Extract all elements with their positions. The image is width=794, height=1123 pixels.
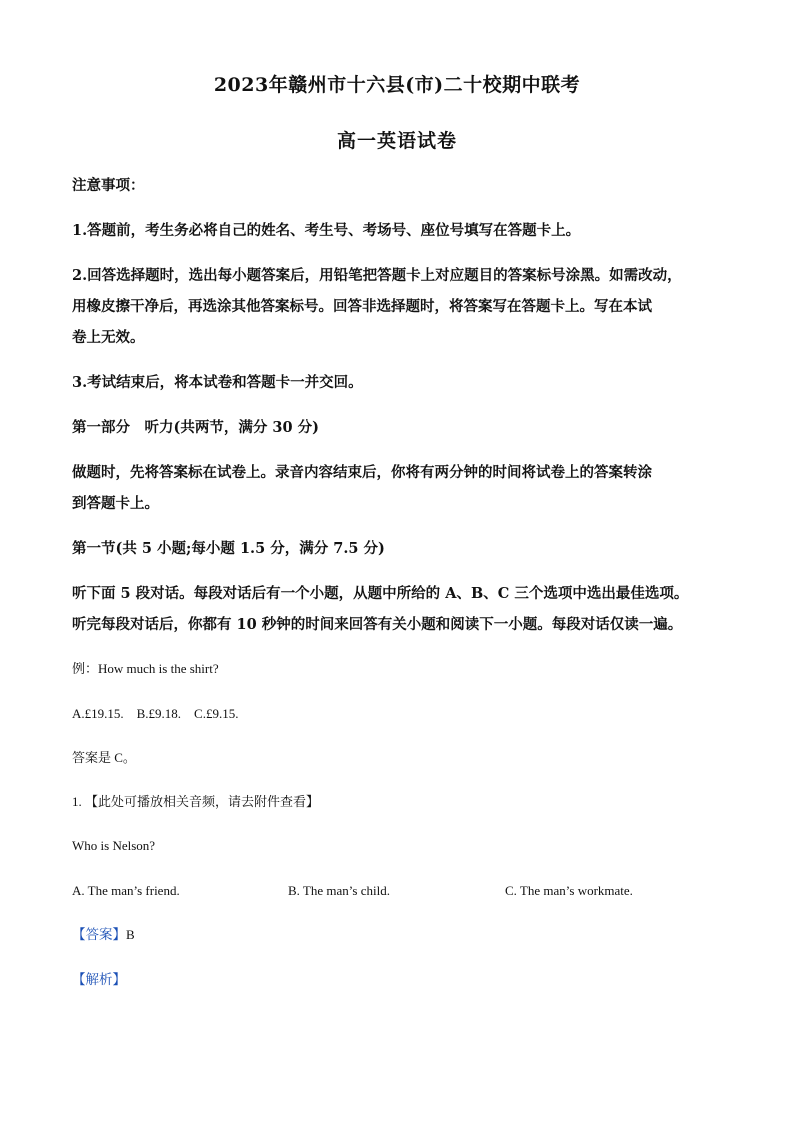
section1-heading: 第一节(共 5 小题;每小题 1.5 分，满分 7.5 分)	[72, 540, 385, 557]
analysis-label: 【解析】	[72, 972, 126, 988]
example-options: A.£19.15. B.£9.18. C.£9.15.	[72, 706, 239, 721]
notice-item-2-line-1: 2.回答选择题时，选出每小题答案后，用铅笔把答题卡上对应题目的答案标号涂黑。如需改动，	[72, 267, 682, 284]
part1-instruction-line-2: 到答题卡上。	[72, 495, 159, 512]
question-1-option-c: C. The man’s workmate.	[505, 883, 633, 898]
part1-instruction-line-1: 做题时，先将答案标在试卷上。录音内容结束后，你将有两分钟的时间将试卷上的答案转涂	[72, 464, 652, 481]
exam-subtitle: 高一英语试卷	[336, 130, 457, 152]
part1-heading: 第一部分 听力(共两节，满分 30 分)	[72, 419, 319, 436]
answer-row	[72, 920, 728, 950]
question-1-audio: 1. 【此处可播放相关音频，请去附件查看】	[72, 794, 320, 809]
answer-value: B	[126, 927, 135, 942]
notice-item-3: 3.考试结束后，将本试卷和答题卡一并交回。	[72, 374, 363, 391]
exam-title: 2023年赣州市十六县(市)二十校期中联考	[213, 74, 581, 96]
question-1-option-a: A. The man’s friend.	[72, 883, 180, 898]
analysis-row	[72, 965, 728, 995]
notice-item-1: 1.答题前，考生务必将自己的姓名、考生号、考场号、座位号填写在答题卡上。	[72, 222, 581, 239]
example-prompt: 例：How much is the shirt?	[72, 661, 219, 676]
question-1-text: Who is Nelson?	[72, 838, 156, 853]
section1-instruction-line-1: 听下面 5 段对话。每段对话后有一个小题，从题中所给的 A、B、C 三个选项中选出最佳选项。	[72, 585, 689, 602]
answer-label: 【答案】	[72, 927, 126, 943]
section1-instruction-line-2: 听完每段对话后，你都有 10 秒钟的时间来回答有关小题和阅读下一小题。每段对话仅读一遍。	[72, 616, 683, 633]
question-1-option-b: B. The man’s child.	[288, 883, 390, 898]
notice-heading: 注意事项：	[72, 177, 145, 194]
notice-item-2-line-2: 用橡皮擦干净后，再选涂其他答案标号。回答非选择题时，将答案写在答题卡上。写在本试	[72, 298, 652, 315]
notice-item-2-line-3: 卷上无效。	[72, 329, 145, 346]
example-answer: 答案是 C。	[72, 750, 136, 765]
